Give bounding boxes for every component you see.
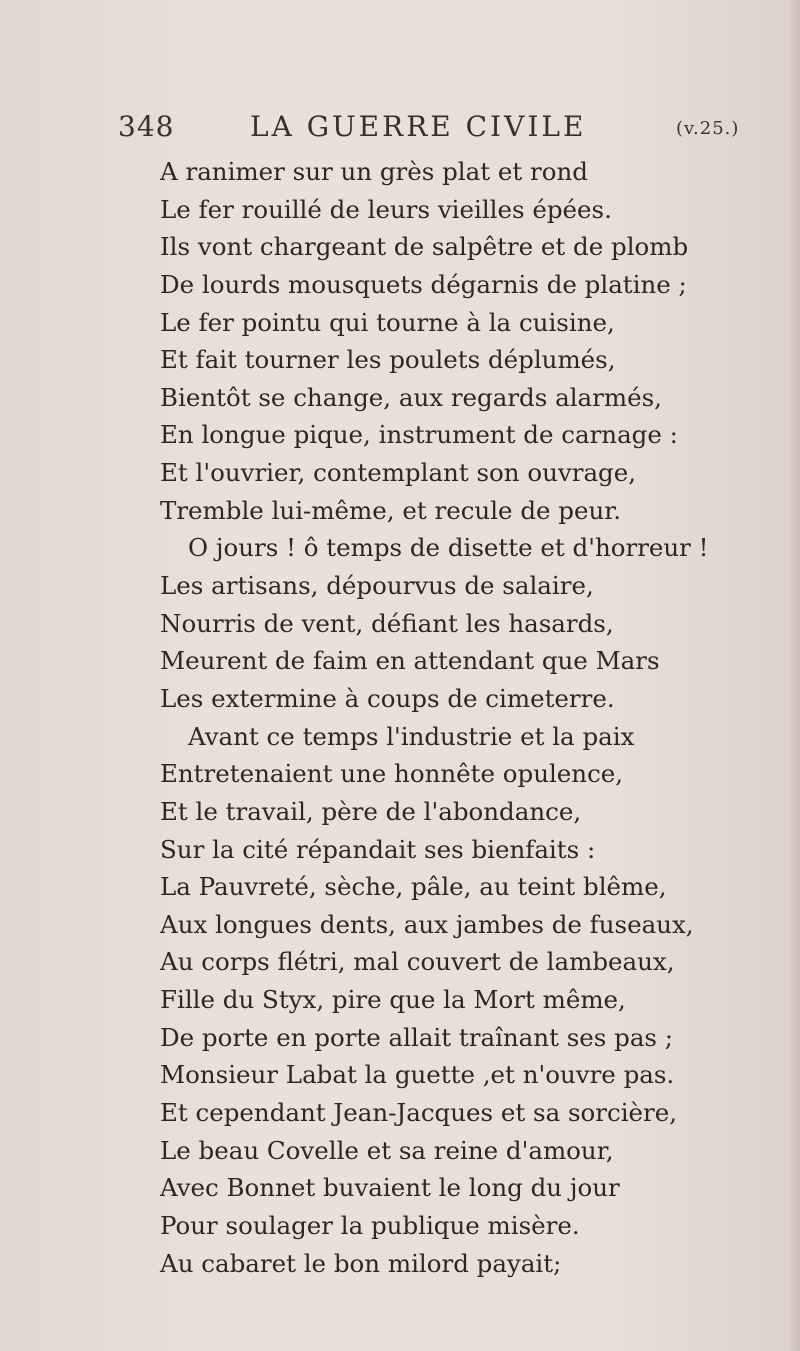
verse-line: Les artisans, dépourvus de salaire,	[160, 571, 594, 601]
verse-line: Ils vont chargeant de salpêtre et de plomb	[160, 232, 689, 262]
verse-line: Fille du Styx, pire que la Mort même,	[160, 985, 626, 1015]
verse-line: La Pauvreté, sèche, pâle, au teint blême,	[160, 872, 667, 902]
verse-line: De porte en porte allait traînant ses pas ;	[160, 1022, 674, 1052]
verse-line: Le fer rouillé de leurs vieilles épées.	[160, 194, 612, 224]
verse-line: Bientôt se change, aux regards alarmés,	[160, 382, 662, 412]
poem-text	[0, 153, 800, 1282]
verse-line: Le beau Covelle et sa reine d'amour,	[160, 1135, 614, 1165]
verse-line: Pour soulager la publique misère.	[160, 1210, 580, 1240]
verse-line: De lourds mousquets dégarnis de platine ;	[160, 269, 687, 299]
verse-line: Et fait tourner les poulets déplumés,	[160, 345, 616, 375]
verse-line: Nourris de vent, défiant les hasards,	[160, 608, 614, 638]
verse-line: Au cabaret le bon milord payait;	[160, 1248, 562, 1278]
verse-line: Et le travail, père de l'abondance,	[160, 796, 582, 826]
verse-line: Tremble lui-même, et recule de peur.	[160, 495, 622, 525]
verse-line: Meurent de faim en attendant que Mars	[160, 646, 660, 676]
verse-line: Entretenaient une honnête opulence,	[160, 759, 624, 789]
verse-line: Avec Bonnet buvaient le long du jour	[160, 1173, 620, 1203]
verse-line: Le fer pointu qui tourne à la cuisine,	[160, 307, 615, 337]
verse-line: Au corps flétri, mal couvert de lambeaux,	[160, 947, 675, 977]
verse-line: Et l'ouvrier, contemplant son ouvrage,	[160, 458, 637, 488]
verse-line: Les extermine à coups de cimeterre.	[160, 683, 615, 713]
verse-line: Sur la cité répandait ses bienfaits :	[160, 834, 596, 864]
verse-line: Monsieur Labat la guette ,et n'ouvre pas.	[160, 1060, 675, 1090]
verse-line: Avant ce temps l'industrie et la paix	[188, 721, 635, 751]
verse-reference: (v.25.)	[676, 118, 740, 139]
running-title: LA GUERRE CIVILE	[250, 110, 587, 143]
verse-line: En longue pique, instrument de carnage :	[160, 420, 678, 450]
verse-line: Et cependant Jean-Jacques et sa sorcière,	[160, 1098, 678, 1128]
verse-line: O jours ! ô temps de disette et d'horreur !	[188, 533, 709, 563]
page-number: 348	[118, 110, 175, 143]
verse-line: A ranimer sur un grès plat et rond	[160, 157, 588, 186]
verse-line: Aux longues dents, aux jambes de fuseaux,	[160, 909, 694, 939]
page-header	[0, 110, 800, 150]
